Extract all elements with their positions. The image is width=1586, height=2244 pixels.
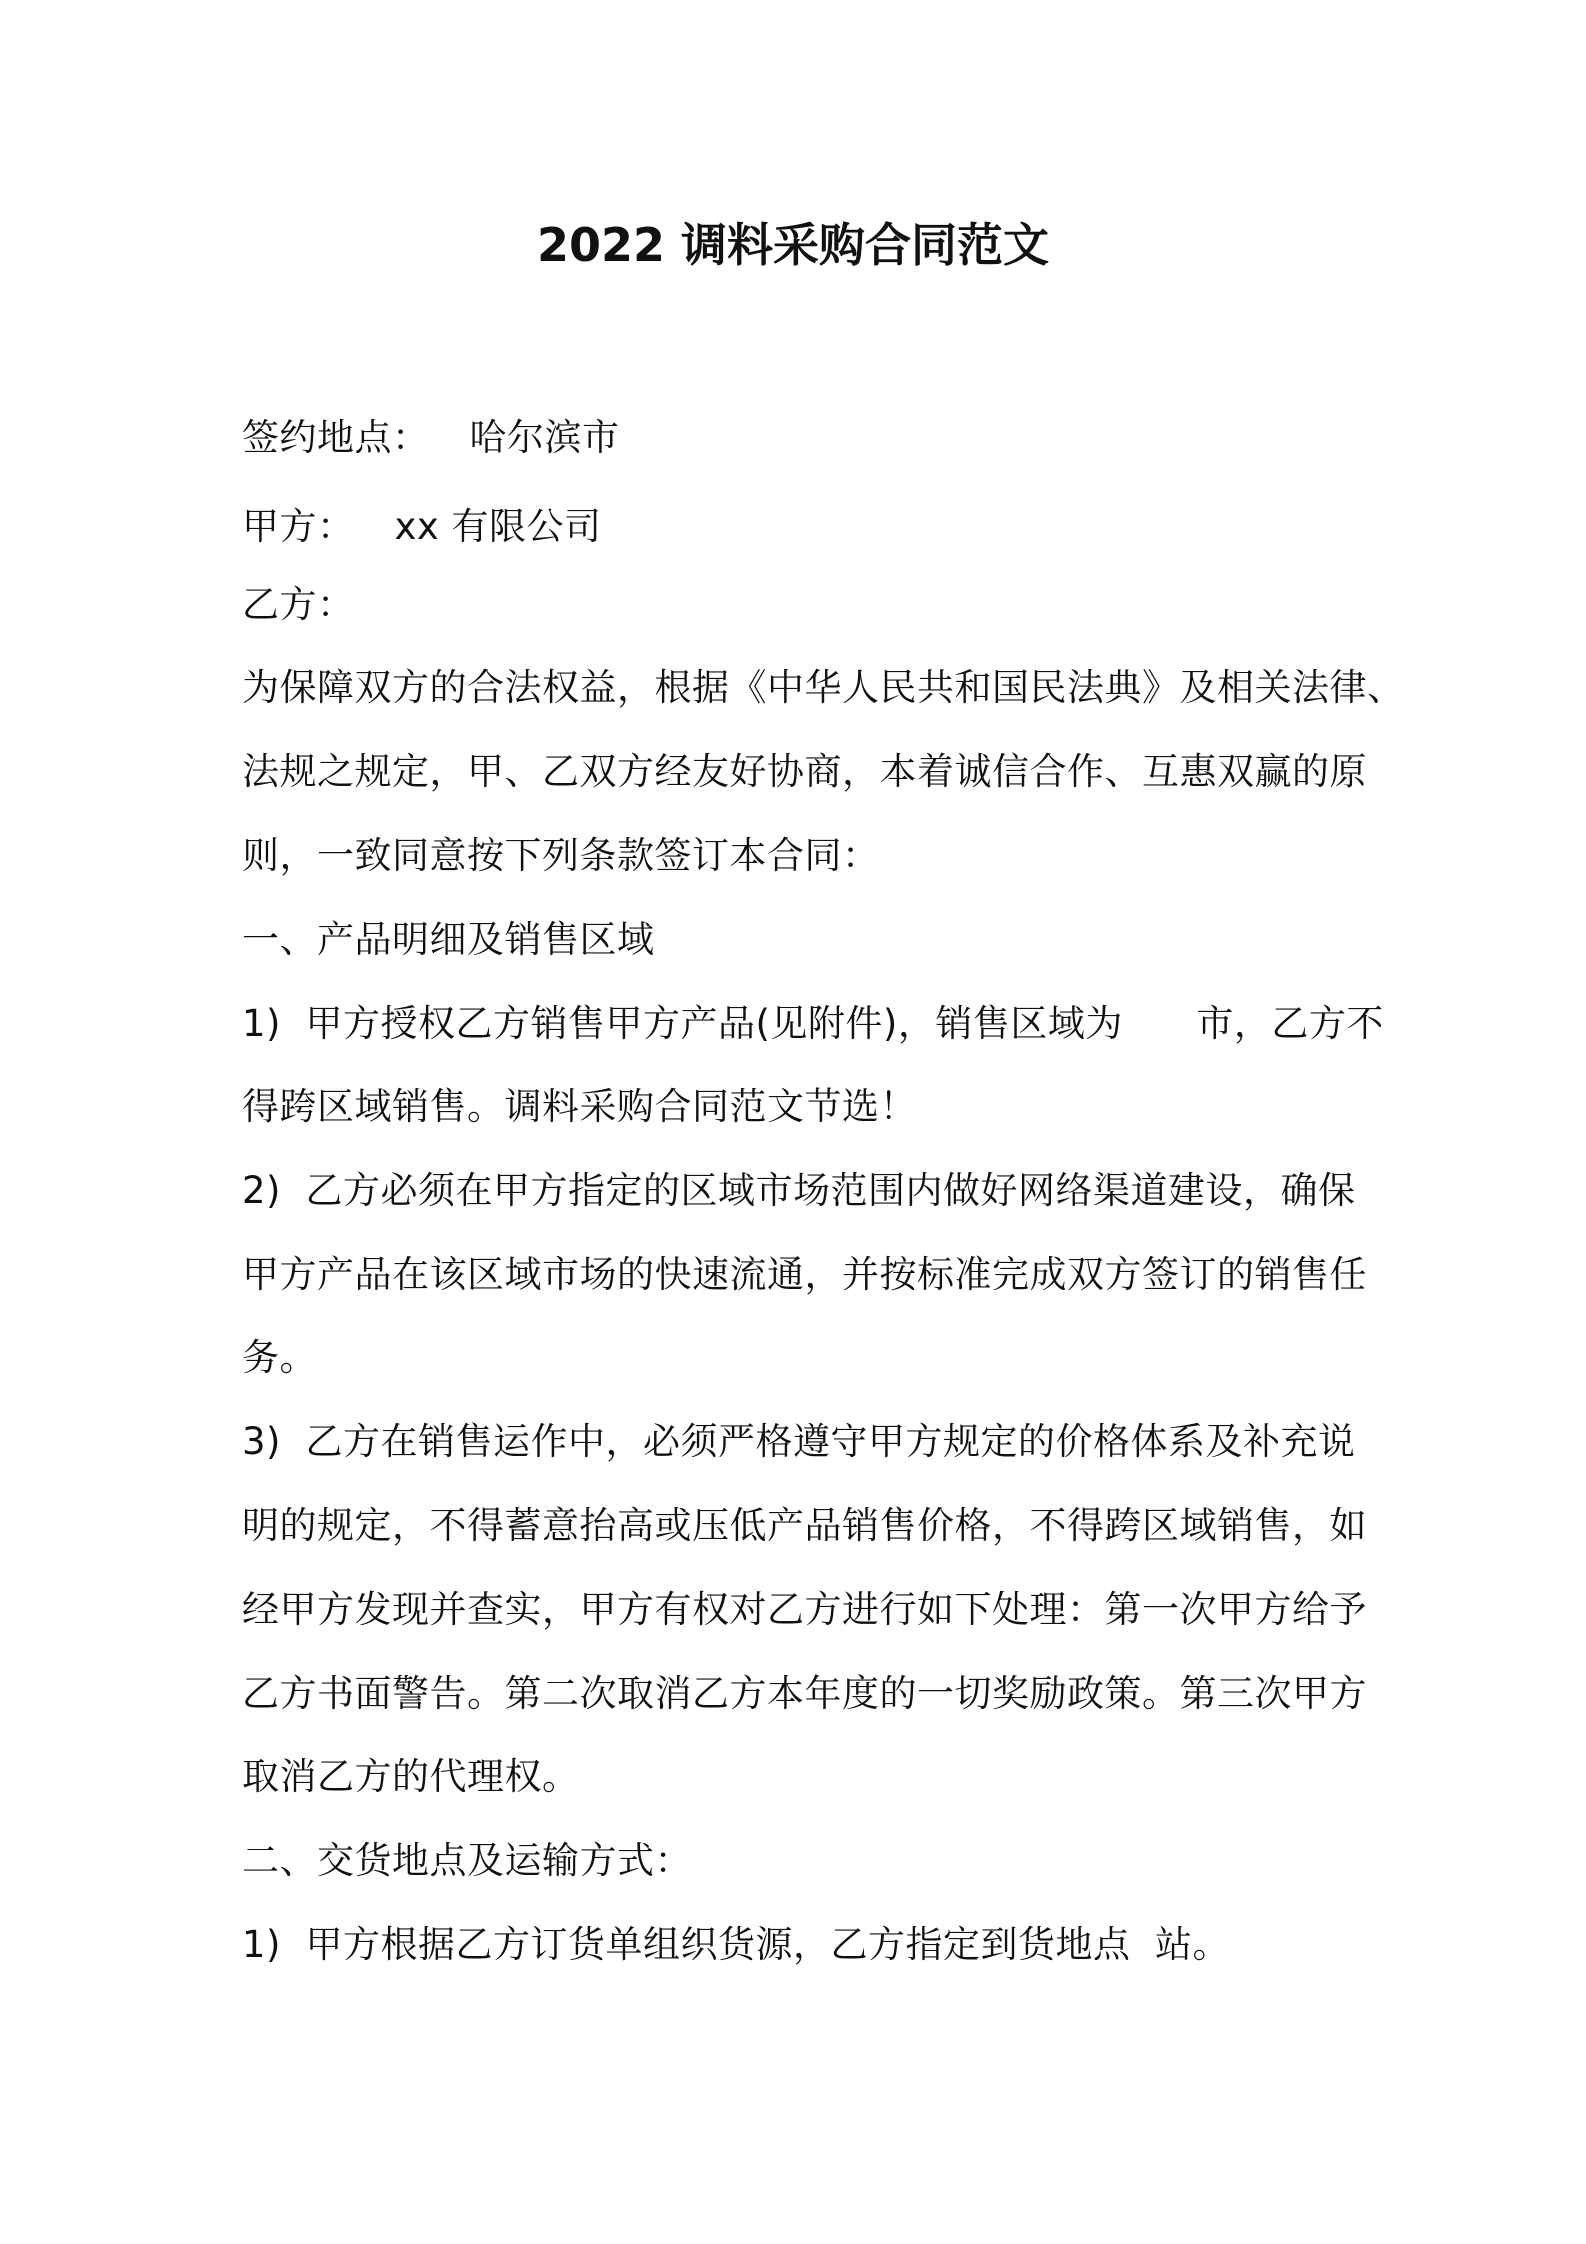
clause-line: 明的规定，不得蓄意抬高或压低产品销售价格，不得跨区域销售，如 [242,1504,1367,1547]
signing-place-value: 哈尔滨市 [469,416,620,459]
party-b-line: 乙方： [242,583,355,626]
clause-line: 得跨区域销售。调料采购合同范文节选！ [242,1085,917,1128]
signing-place-label: 签约地点： [242,416,430,459]
party-a-value: xx 有限公司 [394,505,602,548]
signing-place-line [242,414,620,462]
clause-line: 甲方产品在该区域市场的快速流通，并按标准完成双方签订的销售任 [242,1253,1367,1296]
section-heading: 一、产品明细及销售区域 [242,918,655,961]
party-a-line [242,503,602,551]
paragraph-line: 法规之规定，甲、乙双方经友好协商，本着诚信合作、互惠双赢的原 [242,750,1367,793]
clause-line: 3) 乙方在销售运作中，必须严格遵守甲方规定的价格体系及补充说 [242,1420,1356,1463]
paragraph-line: 则，一致同意按下列条款签订本合同： [242,834,880,877]
clause-line: 务。 [242,1336,317,1379]
party-a-label: 甲方： [242,505,355,548]
document-title: 2022 调料采购合同范文 [536,218,1050,272]
clause-line: 1) 甲方根据乙方订货单组织货源，乙方指定到货地点 站。 [242,1923,1231,1966]
clause-line: 取消乙方的代理权。 [242,1755,580,1798]
clause-line: 1) 甲方授权乙方销售甲方产品(见附件)，销售区域为 市，乙方不 [242,1002,1384,1045]
clause-line: 乙方书面警告。第二次取消乙方本年度的一切奖励政策。第三次甲方 [242,1672,1367,1715]
clause-line: 经甲方发现并查实，甲方有权对乙方进行如下处理：第一次甲方给予 [242,1588,1367,1631]
clause-line: 2) 乙方必须在甲方指定的区域市场范围内做好网络渠道建设，确保 [242,1169,1356,1212]
paragraph-line: 为保障双方的合法权益，根据《中华人民共和国民法典》及相关法律、 [242,666,1405,709]
section-heading: 二、交货地点及运输方式： [242,1839,692,1882]
